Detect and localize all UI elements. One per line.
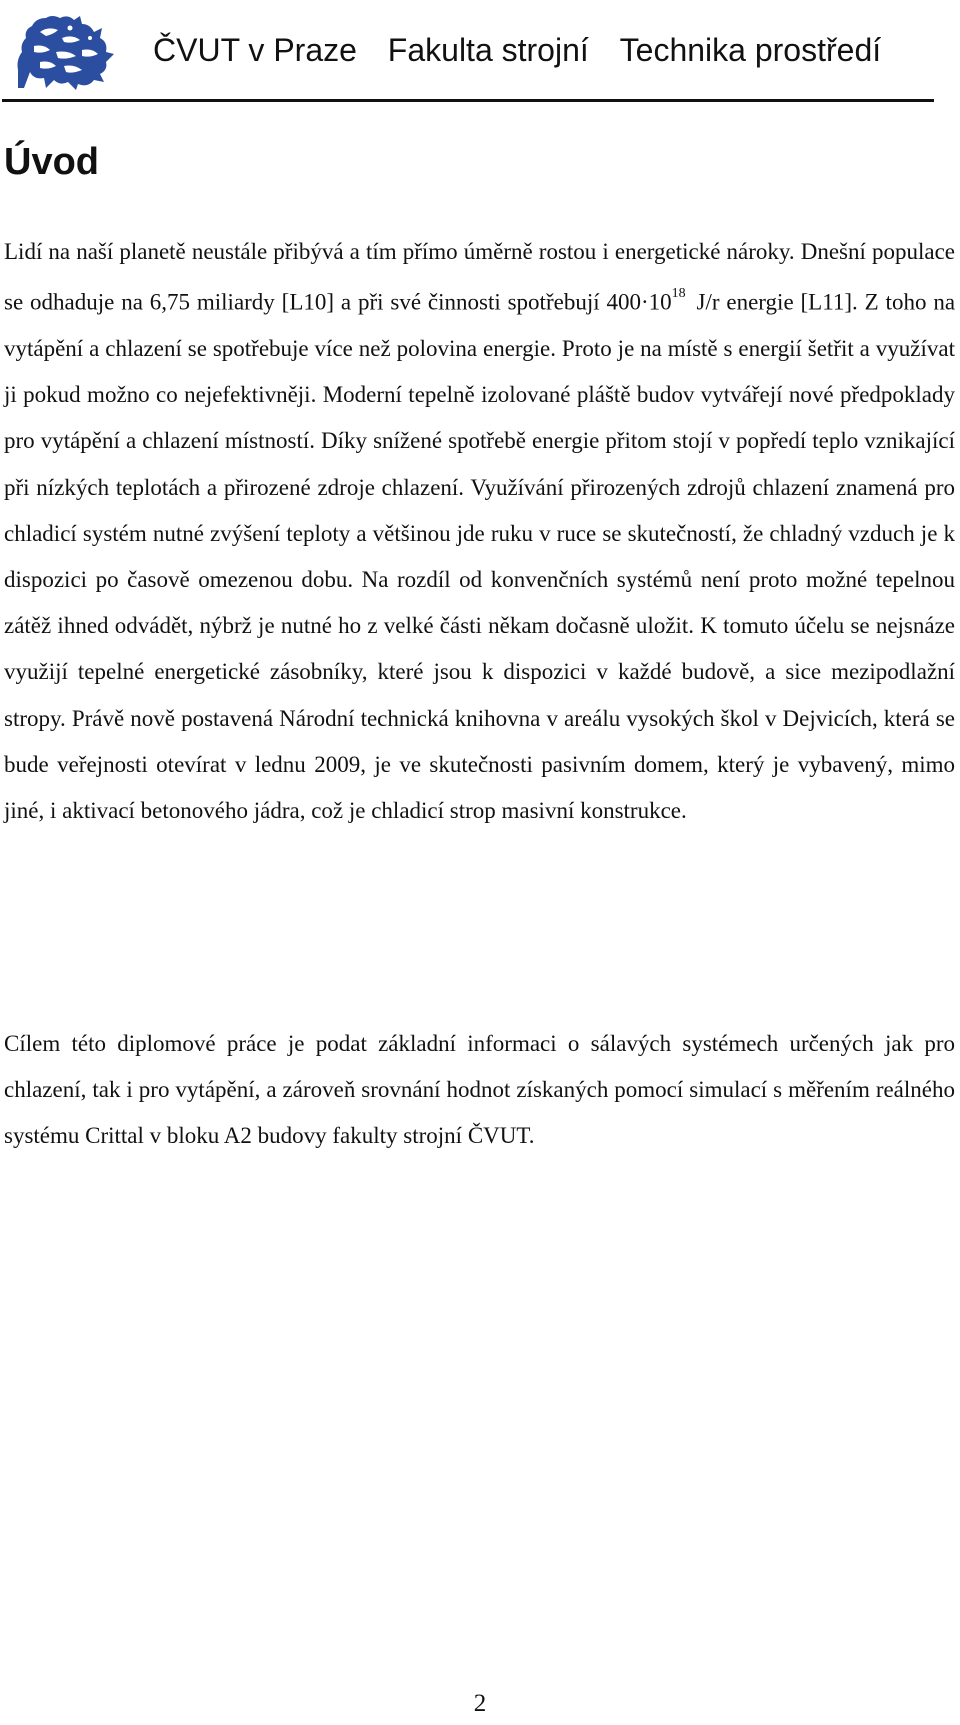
formula-exponent: 18	[671, 286, 686, 302]
formula-base: 400·10	[606, 289, 672, 315]
paragraph-goal: Cílem této diplomové práce je podat základní informaci o sálavých systémech určených jak pro chlazení, tak i pro vytápění, a zároveň srovnání hodnot získaných pomocí simulací s měřením reálného systému Crittal v bloku A2 budovy fakulty strojní ČVUT.	[4, 1031, 955, 1149]
cvut-lion-logo-icon	[10, 10, 116, 90]
header-university: ČVUT v Praze	[153, 32, 357, 68]
energy-formula	[606, 275, 685, 326]
header-divider	[2, 99, 934, 102]
paragraph-intro-part2: J/r energie [L11]. Z toho na vytápění a chlazení se spotřebuje více než polovina energie. Proto je na místě s energií šetřit a využívat ji pokud možno co nejefektivněji. Moderní tepelně izolované pláště budov vytvářejí nové předpoklady pro vytápění a chlazení místností. Díky snížené spotřebě energie přitom stojí v popředí teplo vznikající při nízkých teplotách a přirozené zdroje chlazení. Využívání přirozených zdrojů chlazení znamená pro chladicí systém nutné zvýšení teploty a většinou jde ruku v ruce se skutečností, že chladný vzduch je k dispozici po časově omezenou dobu. Na rozdíl od konvenčních systémů není proto možné tepelnou zátěž ihned odvádět, nýbrž je nutné ho z velké části někam dočasně uložit. K tomuto účelu se nejsnáze využijí tepelné energetické zásobníky, které jsou k dispozici v každé budově, a sice mezipodlažní stropy. Právě nově postavená Národní technická knihovna v areálu vysokých škol v Dejvicích, která se bude veřejnosti otevírat v lednu 2009, je ve skutečnosti pasivním domem, který je vybavený, mimo jiné, i aktivací betonového jádra, což je chladicí strop masivní konstrukce.	[4, 289, 956, 824]
header-faculty: Fakulta strojní	[387, 32, 589, 68]
page-number: 2	[473, 1690, 487, 1717]
paragraph-intro	[4, 229, 955, 834]
header-department: Technika prostředí	[619, 32, 882, 68]
page-header	[0, 0, 935, 104]
paragraph-intro-part1: Lidí na naší planetě neustále přibývá a tím přímo úměrně rostou i energetické nároky. Dnešní populace se odhaduje na 6,75 miliardy [L10] a při své činnosti spotřebují	[4, 239, 955, 315]
header-text	[153, 32, 903, 69]
section-title: Úvod	[4, 141, 99, 183]
